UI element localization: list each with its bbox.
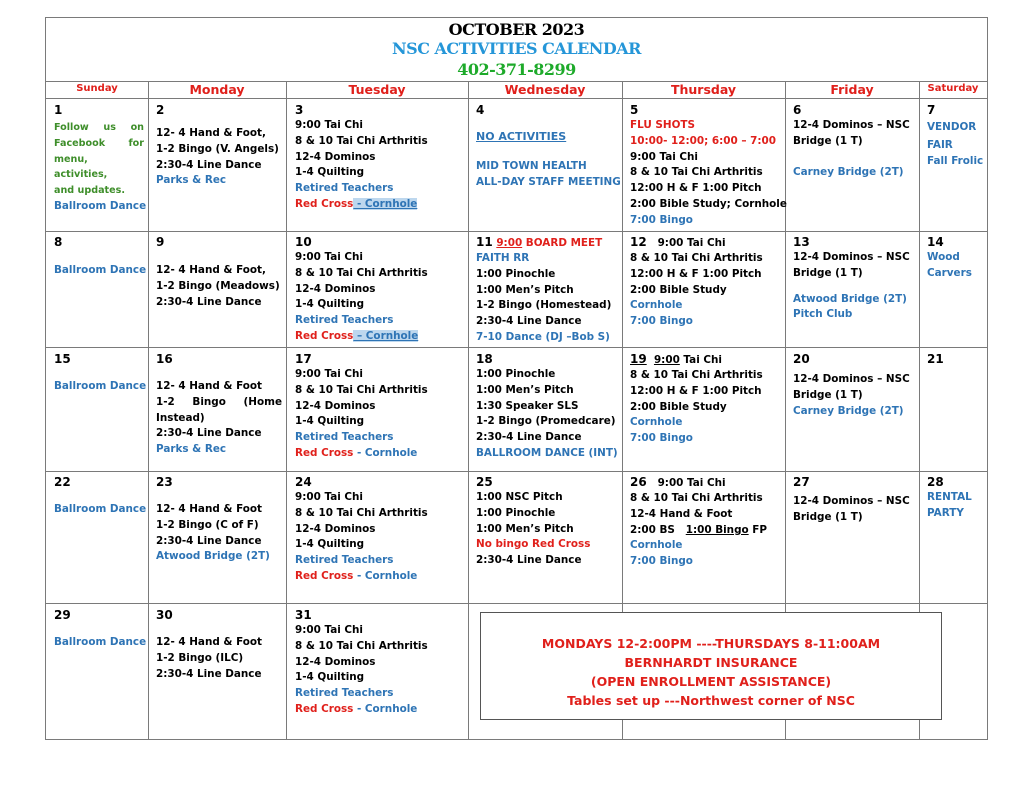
day-cell-oct-29 [54,607,147,651]
fp-label: FP [748,523,767,536]
activity-line: Retired Teachers [295,314,394,327]
activity-line: Ballroom Dance [54,199,147,212]
day-cell-oct-24 [295,474,465,585]
notice-schedule: MONDAYS 12-2:00PM ----THURSDAYS 8-11:00AM [541,636,881,651]
day-number: 29 [54,608,71,622]
activity-line: 8 & 10 Tai Chi Arthritis [630,492,763,504]
cornhole-label: - Cornhole [353,569,418,582]
activity-line: 2:30-4 Line Dance [156,158,262,171]
activity-line: 8 & 10 Tai Chi Arthritis [295,383,428,396]
activity-line: 12:00 H & F 1:00 Pitch [630,182,762,195]
activity-line: Carvers [927,266,972,279]
facebook-note-line: menu, activities, [54,153,108,181]
activity-line: Cornhole [630,299,683,312]
day-cell-oct-6 [793,102,917,180]
day-cell-oct-11 [476,234,621,346]
activity-line: 9:00 Tai Chi [295,251,363,263]
activity-line: 7-10 Dance (DJ –Bob S) [476,330,610,343]
activity-line: 1:00 Pinochle [476,267,556,280]
red-cross-label: Red Cross [295,569,354,582]
activity-line: 9:00 Tai Chi [630,150,698,163]
activity-line: 9:00 Tai Chi [657,237,726,249]
activity-line: 1:00 Men’s Pitch [476,522,574,535]
activity-line: 12-4 Dominos [295,282,376,295]
activity-line: 2:30-4 Line Dance [156,534,262,547]
day-number: 28 [927,475,944,489]
day-cell-oct-7 [927,102,987,169]
day-number: 5 [630,103,639,117]
activity-line: Retired Teachers [295,687,394,700]
activity-line: 12:00 H & F 1:00 Pitch [630,384,762,397]
activity-line: PARTY [927,506,964,519]
activity-line: Fall Frolic [927,154,984,167]
activity-line: 1-4 Quilting [295,671,365,684]
day-cell-oct-2 [156,102,284,189]
activity-line: 2:00 Bible Study; Cornhole [630,197,787,210]
day-number: 19 [630,352,647,366]
activity-line: 1:00 Men’s Pitch [476,383,574,396]
red-cross-label: Red Cross [295,702,354,715]
activity-line: 2:00 Bible Study [630,283,727,296]
grid-line-week2 [46,347,987,348]
day-number: 4 [476,103,485,117]
tai-chi-label: Tai Chi [679,354,722,366]
activity-line: 1-4 Quilting [295,538,365,551]
day-number: 24 [295,475,312,489]
activity-line: Bridge (1 T) [793,388,863,401]
grid-line-header-bottom [46,98,987,99]
activity-line: 7:00 Bingo [630,315,693,328]
day-cell-oct-13 [793,234,917,323]
activity-line: 8 & 10 Tai Chi Arthritis [295,266,428,279]
day-number: 17 [295,352,312,366]
day-number: 3 [295,103,304,117]
day-cell-oct-21 [927,351,987,367]
dayname-friday: Friday [830,82,874,97]
day-number: 13 [793,235,810,249]
activity-line: 1:00 Pinochle [476,506,556,519]
calendar-month-title: OCTOBER 2023 [448,20,585,39]
day-number: 25 [476,475,493,489]
cornhole-label: – Cornhole [353,329,419,342]
day-number: 26 [630,475,647,489]
facebook-note-line: Facebook for [54,137,144,149]
day-cell-oct-31 [295,607,465,718]
flu-shots-hours: 10:00- 12:00; 6:00 – 7:00 [630,134,776,147]
activity-line: 1-2 Bingo (Home [156,395,282,408]
flu-shots-label: FLU SHOTS [630,119,695,131]
day-cell-oct-3 [295,102,465,213]
day-cell-oct-4 [476,102,621,190]
activity-line: 12-4 Dominos – NSC [793,251,910,263]
dayname-saturday: Saturday [927,83,979,94]
day-cell-oct-20 [793,351,917,419]
activity-line: Bridge (1 T) [793,510,863,523]
day-number: 18 [476,352,493,366]
day-number: 31 [295,608,312,622]
activity-line: 2:30-4 Line Dance [476,315,582,328]
activity-line: 1:30 Speaker SLS [476,399,579,412]
day-number: 21 [927,352,944,366]
activity-line: 12-4 Dominos [295,150,376,163]
day-number: 23 [156,475,173,489]
day-number: 15 [54,352,71,366]
activity-line: 2:30-4 Line Dance [476,554,582,567]
day-number: 6 [793,103,802,117]
activity-line: 12- 4 Hand & Foot, [156,264,266,276]
insurance-notice-box [480,612,942,720]
activity-line: 1-2 Bingo (C of F) [156,518,259,531]
activity-line: 12-4 Dominos – NSC [793,373,910,385]
activity-line: 1-4 Quilting [295,166,365,179]
activity-line: 7:00 Bingo [630,432,693,445]
activity-line: Bridge (1 T) [793,134,863,147]
activity-line: 12- 4 Hand & Foot [156,503,262,515]
activity-line: 9:00 Tai Chi [295,119,363,131]
activity-line: 1-2 Bingo (Meadows) [156,279,280,292]
activity-line: 9:00 Tai Chi [295,368,363,380]
grid-line-week4 [46,603,987,604]
dayname-monday: Monday [189,82,245,97]
grid-col-mon [148,81,149,740]
day-cell-oct-19 [630,351,786,447]
day-cell-oct-9 [156,234,284,310]
board-meet-label: BOARD MEET [522,237,603,249]
activity-line: 9:00 Tai Chi [295,624,363,636]
activity-line: 12-4 Dominos [295,655,376,668]
day-cell-oct-15 [54,351,147,395]
notice-subject: (OPEN ENROLLMENT ASSISTANCE) [590,674,832,689]
activity-line: VENDOR [927,121,977,133]
red-cross-label: Red Cross [295,197,354,210]
day-cell-oct-17 [295,351,465,462]
cornhole-label: - Cornhole [353,197,418,210]
activity-line: 12-4 Dominos – NSC [793,495,910,507]
activity-line: 1-2 Bingo (Homestead) [476,299,612,312]
activity-line: 7:00 Bingo [630,555,693,568]
day-cell-oct-27 [793,474,917,526]
activity-line: Parks & Rec [156,443,227,456]
activity-line: 1:00 Pinochle [476,368,556,380]
day-number: 9 [156,235,165,249]
day-number: 10 [295,235,312,249]
activity-line: No bingo Red Cross [476,538,591,551]
cornhole-label: - Cornhole [353,446,418,459]
day-cell-oct-16 [156,351,282,458]
activity-line: 2:30-4 Line Dance [476,431,582,444]
activity-line: 12:00 H & F 1:00 Pitch [630,267,762,280]
facebook-note-line: Follow us on [54,122,144,133]
day-cell-oct-1 [54,102,147,215]
day-cell-oct-26 [630,474,786,570]
day-number: 7 [927,103,936,117]
notice-company: BERNHARDT INSURANCE [624,655,798,670]
activity-line: Retired Teachers [295,554,394,567]
day-number: 14 [927,235,944,249]
grid-line-week1 [46,231,987,232]
activity-line: BALLROOM DANCE (INT) [476,446,618,459]
day-cell-oct-25 [476,474,621,569]
tai-chi-time: 9:00 [653,354,680,366]
day-cell-oct-12 [630,234,786,330]
day-cell-oct-10 [295,234,465,345]
activity-line: Cornhole [630,416,683,429]
activity-line: 8 & 10 Tai Chi Arthritis [630,369,763,381]
dayname-tuesday: Tuesday [348,82,406,97]
activity-line: 1-2 Bingo (V. Angels) [156,142,279,155]
activity-line: 1:00 Men’s Pitch [476,283,574,296]
activity-line: 2:30-4 Line Dance [156,667,262,680]
activity-line: Instead) [156,411,205,424]
activity-line: 8 & 10 Tai Chi Arthritis [295,134,428,147]
day-cell-oct-22 [54,474,147,518]
day-cell-oct-8 [54,234,147,279]
cornhole-label: - Cornhole [353,702,418,715]
day-number: 22 [54,475,71,489]
phone-number: 402-371-8299 [457,60,576,79]
activity-line: Atwood Bridge (2T) [793,292,907,305]
activity-line: MID TOWN HEALTH [476,159,587,172]
bingo-time-label: 1:00 Bingo [685,523,749,536]
activity-line: Ballroom Dance [54,503,147,515]
activity-line: Cornhole [630,539,683,552]
activity-line: 1-4 Quilting [295,298,365,311]
activity-line: 12- 4 Hand & Foot, [156,127,266,139]
day-number: 11 [476,235,493,249]
activity-line: 9:00 Tai Chi [295,491,363,503]
activity-line: 2:30-4 Line Dance [156,295,262,308]
activity-line: 12-4 Hand & Foot [630,507,733,520]
red-cross-label: Red Cross [295,446,354,459]
activity-line: Parks & Rec [156,174,227,187]
activity-line: FAIR [927,138,953,151]
day-cell-oct-5 [630,102,786,229]
no-activities-notice: NO ACTIVITIES [476,130,567,143]
activity-line: 8 & 10 Tai Chi Arthritis [630,252,763,264]
activity-line: 2:00 Bible Study [630,400,727,413]
activity-line: 12-4 Dominos [295,522,376,535]
activity-line: 7:00 Bingo [630,213,693,226]
day-number: 27 [793,475,810,489]
activity-line: 1:00 NSC Pitch [476,491,563,503]
activity-line: 12-4 Dominos – NSC [793,119,910,131]
dayname-sunday: Sunday [76,83,118,94]
day-number: 16 [156,352,173,366]
activity-line: 8 & 10 Tai Chi Arthritis [295,639,428,652]
activity-line: Carney Bridge (2T) [793,404,904,417]
activity-line: 8 & 10 Tai Chi Arthritis [295,506,428,519]
day-cell-oct-18 [476,351,621,462]
activity-line: FAITH RR [476,252,530,264]
bible-study-label: 2:00 BS [630,523,675,536]
dayname-thursday: Thursday [670,82,737,97]
activity-line: 9:00 Tai Chi [657,477,726,489]
day-cell-oct-23 [156,474,284,565]
activity-line: Carney Bridge (2T) [793,165,904,178]
red-cross-label: Red Cross [295,329,354,342]
dayname-wednesday: Wednesday [504,82,586,97]
day-number: 12 [630,235,647,249]
grid-col-wed [468,81,469,740]
activity-line: Retired Teachers [295,182,394,195]
day-cell-oct-28 [927,474,987,522]
activity-line: 2:30-4 Line Dance [156,427,262,440]
activity-line: 1-2 Bingo (Promedcare) [476,415,616,428]
activity-line: Ballroom Dance [54,264,147,276]
calendar-name-title: NSC ACTIVITIES CALENDAR [392,39,641,58]
day-cell-oct-14 [927,234,987,282]
activity-line: 12- 4 Hand & Foot [156,380,262,392]
day-number: 2 [156,103,165,117]
activity-line: Ballroom Dance [54,380,147,392]
day-cell-oct-30 [156,607,284,682]
grid-line-week3 [46,471,987,472]
notice-location: Tables set up ---Northwest corner of NSC [567,693,855,708]
activity-line: Atwood Bridge (2T) [156,550,270,563]
activity-line: RENTAL [927,491,972,503]
activity-line: Pitch Club [793,308,853,321]
activity-line: Wood [927,251,960,263]
grid-col-tue [286,81,287,740]
day-number: 20 [793,352,810,366]
board-meet-time: 9:00 [496,237,523,249]
activity-line: 12-4 Dominos [295,399,376,412]
activity-line: 8 & 10 Tai Chi Arthritis [630,166,763,179]
activity-line: Ballroom Dance [54,636,147,648]
activity-line: Retired Teachers [295,431,394,444]
activity-line: Bridge (1 T) [793,266,863,279]
day-number: 30 [156,608,173,622]
activity-line: 1-2 Bingo (ILC) [156,651,244,664]
activity-line: ALL-DAY STAFF MEETING [476,175,621,188]
facebook-note-line: and updates. [54,185,125,197]
activity-line: 12- 4 Hand & Foot [156,636,262,648]
day-number: 8 [54,235,63,249]
day-number: 1 [54,103,63,117]
activity-line: 1-4 Quilting [295,415,365,428]
